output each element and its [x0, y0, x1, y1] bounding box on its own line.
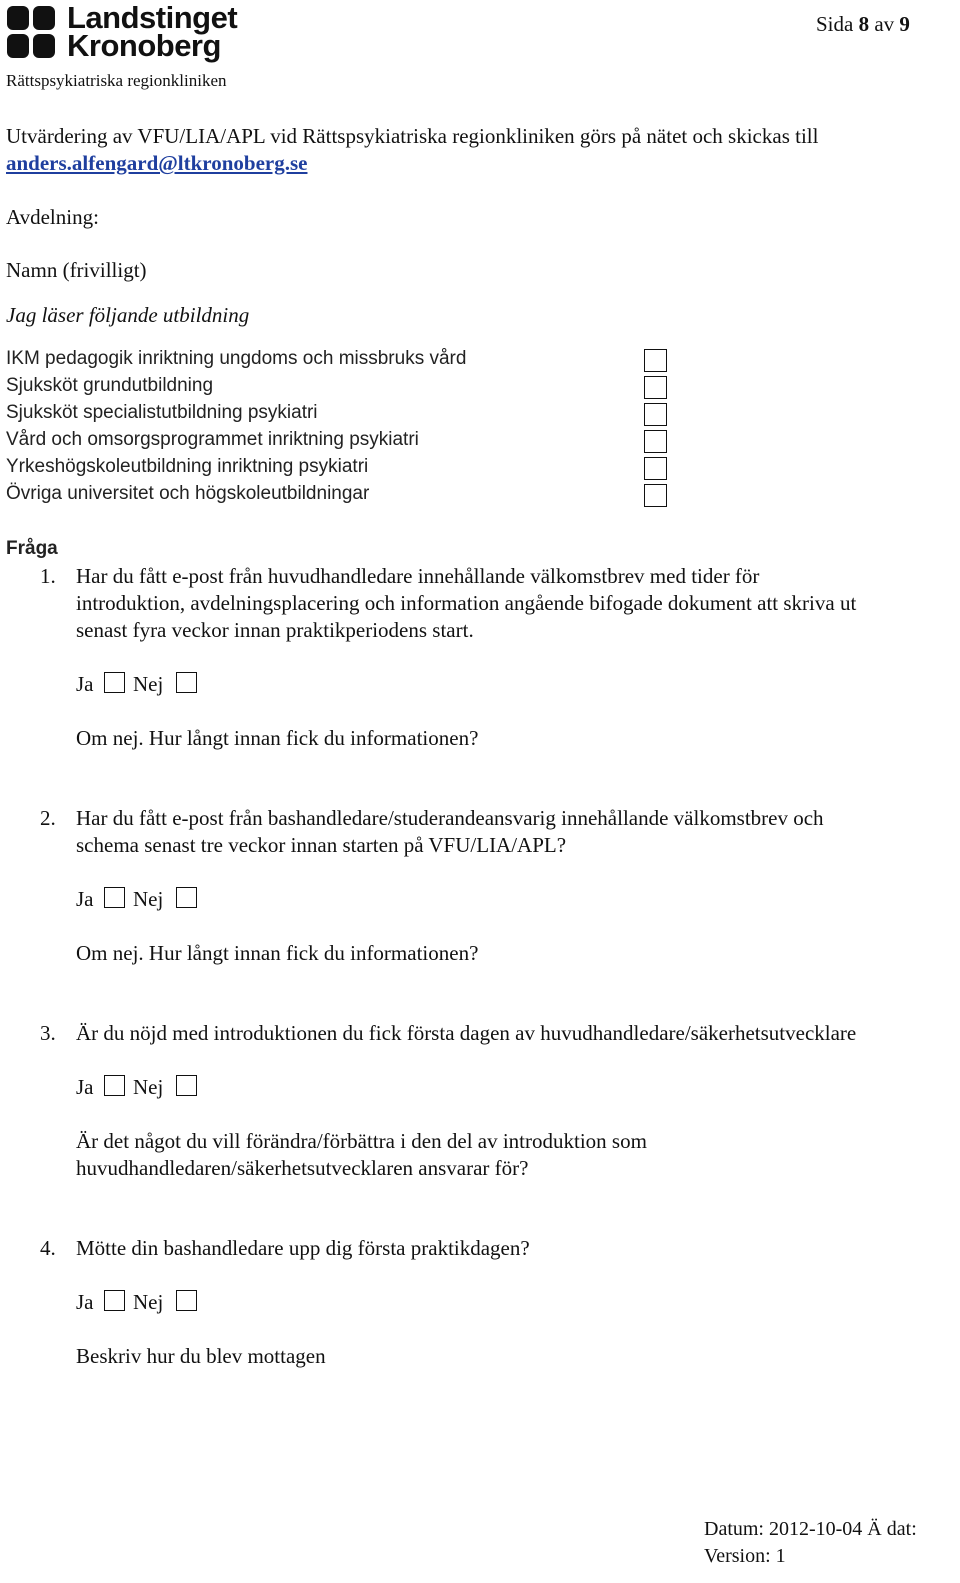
education-checkbox-5[interactable] [644, 457, 667, 480]
education-option-1: IKM pedagogik inriktning ungdoms och missbruks vård [6, 348, 467, 369]
logo-line1: Landstinget [67, 0, 238, 35]
question-4-yes-checkbox[interactable] [104, 1290, 125, 1311]
education-checkbox-2[interactable] [644, 376, 667, 399]
question-3-number: 3. [40, 1021, 56, 1045]
page-label: Sida [816, 12, 854, 36]
question-3-yes-checkbox[interactable] [104, 1075, 125, 1096]
question-4-number: 4. [40, 1236, 56, 1260]
question-2-followup: Om nej. Hur långt innan fick du informationen? [76, 941, 479, 965]
questions-heading: Fråga [6, 538, 58, 559]
page-total: 9 [899, 12, 910, 36]
question-4-followup: Beskriv hur du blev mottagen [76, 1344, 326, 1368]
question-4-line-1: Mötte din bashandledare upp dig första praktikdagen? [76, 1236, 530, 1260]
question-4-no-label: Nej [133, 1290, 164, 1314]
question-1-no-checkbox[interactable] [176, 672, 197, 693]
intro-text: Utvärdering av VFU/LIA/APL vid Rättspsykiatriska regionkliniken görs på nätet och skickas till [6, 124, 819, 148]
question-2-line-2: schema senast tre veckor innan starten på VFU/LIA/APL? [76, 833, 567, 857]
question-1-line-2: introduktion, avdelningsplacering och information angående bifogade dokument att skriva ut [76, 591, 857, 615]
question-1-number: 1. [40, 564, 56, 588]
clinic-subtitle: Rättspsykiatriska regionkliniken [6, 71, 227, 90]
education-heading: Jag läser följande utbildning [6, 303, 250, 327]
footer-version: Version: 1 [704, 1545, 786, 1567]
question-1-line-1: Har du fått e-post från huvudhandledare innehållande välkomstbrev med tider för [76, 564, 760, 588]
education-checkbox-4[interactable] [644, 430, 667, 453]
question-1-yes-checkbox[interactable] [104, 672, 125, 693]
page-of: av [874, 12, 895, 36]
logo-mark-icon [5, 4, 61, 60]
email-link[interactable]: anders.alfengard@ltkronoberg.se [6, 151, 308, 175]
question-4-no-checkbox[interactable] [176, 1290, 197, 1311]
education-option-2: Sjuksköt grundutbildning [6, 375, 214, 396]
logo-line2: Kronoberg [67, 28, 221, 63]
education-option-3: Sjuksköt specialistutbildning psykiatri [6, 402, 318, 423]
page-number [816, 12, 910, 37]
question-3-line-1: Är du nöjd med introduktionen du fick första dagen av huvudhandledare/säkerhetsutvecklare [76, 1021, 857, 1045]
education-checkbox-6[interactable] [644, 484, 667, 507]
question-3-followup-line-2: huvudhandledaren/säkerhetsutvecklaren ansvarar för? [76, 1156, 529, 1180]
education-option-4: Vård och omsorgsprogrammet inriktning psykiatri [6, 429, 419, 450]
question-2-yes-checkbox[interactable] [104, 887, 125, 908]
education-checkbox-1[interactable] [644, 349, 667, 372]
education-option-6: Övriga universitet och högskoleutbildningar [6, 483, 370, 504]
question-1-yes-label: Ja [76, 672, 94, 696]
question-2-yes-label: Ja [76, 887, 94, 911]
question-3-followup-line-1: Är det något du vill förändra/förbättra i den del av introduktion som [76, 1129, 647, 1153]
page-current: 8 [858, 12, 870, 36]
question-2-no-label: Nej [133, 887, 164, 911]
question-2-line-1: Har du fått e-post från bashandledare/studerandeansvarig innehållande välkomstbrev och [76, 806, 824, 830]
education-checkbox-3[interactable] [644, 403, 667, 426]
question-3-yes-label: Ja [76, 1075, 94, 1099]
question-4-yes-label: Ja [76, 1290, 94, 1314]
logo [5, 2, 255, 64]
question-1-line-3: senast fyra veckor innan praktikperiodens start. [76, 618, 474, 642]
question-3-no-checkbox[interactable] [176, 1075, 197, 1096]
question-3-no-label: Nej [133, 1075, 164, 1099]
education-option-5: Yrkeshögskoleutbildning inriktning psykiatri [6, 456, 369, 477]
footer-date: Datum: 2012-10-04 Ä dat: [704, 1518, 917, 1540]
department-label: Avdelning: [6, 205, 99, 229]
question-2-number: 2. [40, 806, 56, 830]
name-label: Namn (frivilligt) [6, 258, 147, 282]
question-2-no-checkbox[interactable] [176, 887, 197, 908]
question-1-followup: Om nej. Hur långt innan fick du informationen? [76, 726, 479, 750]
question-1-no-label: Nej [133, 672, 164, 696]
